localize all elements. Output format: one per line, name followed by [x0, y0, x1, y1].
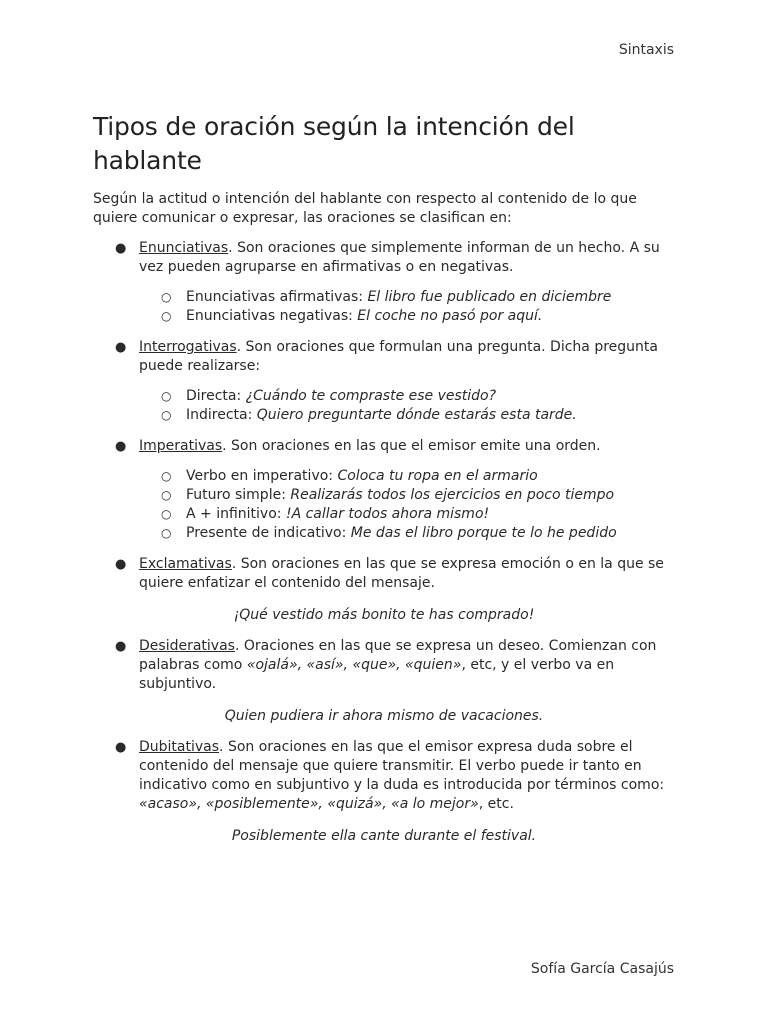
- example-label: Enunciativas afirmativas:: [186, 289, 368, 305]
- list-item-interrogativas: [93, 338, 675, 425]
- example-label: A + infinitivo:: [186, 506, 286, 522]
- description-end: , etc.: [478, 796, 514, 812]
- page-footer: Sofía García Casajús: [530, 961, 674, 977]
- example-text: El coche no pasó por aquí.: [357, 308, 543, 324]
- description: . Son oraciones que formulan una pregunta. Dicha pregunta puede realizarse:: [139, 339, 658, 374]
- description: . Son oraciones en las que el emisor emite una orden.: [222, 438, 601, 454]
- example-label: Futuro simple:: [186, 487, 291, 503]
- page-title: Tipos de oración según la intención del hablante: [93, 112, 575, 175]
- description: . Son oraciones en las que el emisor expresa duda sobre el contenido del mensaje que quiere transmitir. El verbo puede ir tanto en indicativo como en subjuntivo y la duda es introducida por términos como:: [139, 739, 665, 793]
- example-text: Me das el libro porque te lo he pedido: [350, 525, 617, 541]
- example-item: [139, 486, 675, 505]
- page-content: [93, 110, 675, 846]
- bullet-icon: ●: [115, 439, 127, 454]
- example-label: Indirecta:: [186, 407, 257, 423]
- centered-example: Posiblemente ella cante durante el festival.: [231, 828, 537, 844]
- example-item: [139, 505, 675, 524]
- example-text: Realizarás todos los ejercicios en poco tiempo: [290, 487, 615, 503]
- examples-list: [139, 288, 675, 326]
- example-text: ¿Cuándo te compraste ese vestido?: [245, 388, 497, 404]
- list-item-enunciativas: [93, 239, 675, 326]
- example-text: !A callar todos ahora mismo!: [285, 506, 490, 522]
- example-label: Enunciativas negativas:: [186, 308, 358, 324]
- term-interrogativas: Interrogativas: [139, 339, 237, 355]
- circle-bullet-icon: ○: [161, 526, 172, 540]
- list-item-imperativas: [93, 437, 675, 543]
- example-item: [139, 524, 675, 543]
- example-label: Verbo en imperativo:: [186, 468, 338, 484]
- examples-list: [139, 467, 675, 543]
- sentence-types-list: [93, 239, 675, 846]
- example-text: El libro fue publicado en diciembre: [367, 289, 612, 305]
- example-text: Quiero preguntarte dónde estarás esta tarde.: [256, 407, 577, 423]
- circle-bullet-icon: ○: [161, 507, 172, 521]
- centered-example: Quien pudiera ir ahora mismo de vacaciones.: [224, 708, 544, 724]
- circle-bullet-icon: ○: [161, 488, 172, 502]
- intro-paragraph: Según la actitud o intención del hablante con respecto al contenido de lo que quiere comunicar o expresar, las oraciones se clasifican en:: [93, 191, 637, 226]
- circle-bullet-icon: ○: [161, 389, 172, 403]
- example-item: [139, 288, 675, 307]
- circle-bullet-icon: ○: [161, 290, 172, 304]
- bullet-icon: ●: [115, 340, 127, 355]
- bullet-icon: ●: [115, 241, 127, 256]
- bullet-icon: ●: [115, 740, 127, 755]
- example-text: Coloca tu ropa en el armario: [337, 468, 538, 484]
- description-keywords: «acaso», «posiblemente», «quizá», «a lo mejor»: [139, 796, 479, 812]
- description: . Oraciones en las que se expresa un deseo. Comienzan con palabras como: [139, 638, 657, 673]
- example-item: [139, 307, 675, 326]
- example-label: Directa:: [186, 388, 246, 404]
- list-item-exclamativas: [93, 555, 675, 625]
- list-item-desiderativas: [93, 637, 675, 726]
- example-label: Presente de indicativo:: [186, 525, 351, 541]
- circle-bullet-icon: ○: [161, 469, 172, 483]
- term-desiderativas: Desiderativas: [139, 638, 235, 654]
- bullet-icon: ●: [115, 557, 127, 572]
- description-keywords: «ojalá», «así», «que», «quien»: [246, 657, 462, 673]
- description: . Son oraciones que simplemente informan de un hecho. A su vez pueden agruparse en afirmativas o en negativas.: [139, 240, 660, 275]
- page-header: Sintaxis: [618, 42, 674, 58]
- term-exclamativas: Exclamativas: [139, 556, 232, 572]
- description-end: , etc, y el verbo va en subjuntivo.: [139, 657, 615, 692]
- example-item: [139, 387, 675, 406]
- centered-example: ¡Qué vestido más bonito te has comprado!: [233, 607, 535, 623]
- circle-bullet-icon: ○: [161, 309, 172, 323]
- term-imperativas: Imperativas: [139, 438, 223, 454]
- term-enunciativas: Enunciativas: [139, 240, 229, 256]
- example-item: [139, 406, 675, 425]
- term-dubitativas: Dubitativas: [139, 739, 220, 755]
- description: . Son oraciones en las que se expresa emoción o en la que se quiere enfatizar el contenido del mensaje.: [139, 556, 664, 591]
- list-item-dubitativas: [93, 738, 675, 846]
- circle-bullet-icon: ○: [161, 408, 172, 422]
- examples-list: [139, 387, 675, 425]
- example-item: [139, 467, 675, 486]
- bullet-icon: ●: [115, 639, 127, 654]
